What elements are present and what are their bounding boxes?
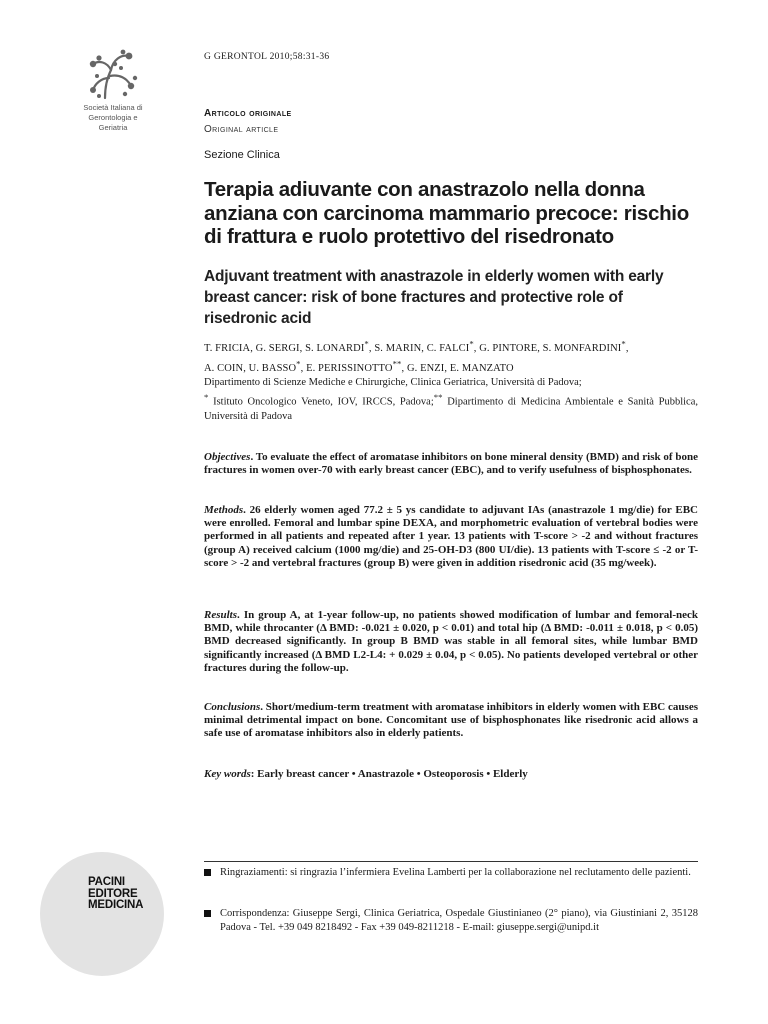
abstract-results	[204, 609, 698, 675]
society-name: Società Italiana di Gerontologia e Geriatria	[83, 103, 143, 132]
acknowledgement-text: Ringraziamenti: si ringrazia l’infermiera Evelina Lamberti per la collaborazione nel reclutamento delle pazienti.	[220, 867, 691, 878]
bullet-square-icon	[204, 869, 211, 876]
bullet-square-icon	[204, 910, 211, 917]
authors	[204, 336, 698, 376]
keywords-label: Key words	[204, 768, 251, 780]
publisher-logo: PACINI EDITORE MEDICINA	[88, 876, 144, 911]
methods-text: . 26 elderly women aged 77.2 ± 5 ys candidate to adjuvant IAs (anastrazole 1 mg/die) for EBC were enrolled. Femoral and lumbar spine DEXA, and morphometric evaluation of vertebral bodies were performed in all patients and repeated after 1 year. 13 patients with T-score > -2 and without fractures (group A) received calcium (1000 mg/die) and 25-OH-D3 (800 UI/die). 13 patients with T-score ≤ -2 or T-score > -2 and vertebral fractures (group B) were given in addition risedronic acid (35 mg/week).	[204, 504, 698, 569]
correspondence-note	[204, 907, 698, 934]
abstract-methods	[204, 504, 698, 570]
affiliations: Dipartimento di Scienze Mediche e Chirurgiche, Clinica Geriatrica, Università di Padova; * Istituto Oncologico Veneto, IOV, IRCCS, Padova;** Dipartimento di Medicina Ambientale e Sanità Pubblica, Università di Padova	[204, 377, 698, 422]
authors-line-1: T. FRICIA, G. SERGI, S. LONARDI*, S. MARIN, C. FALCI*, G. PINTORE, S. MONFARDINI*,	[204, 338, 629, 354]
abstract-conclusions	[204, 701, 698, 741]
abstract-objectives	[204, 451, 698, 477]
title-italian: Terapia adiuvante con anastrazolo nella donna anziana con carcinoma mammario precoce: rischio di frattura e ruolo protettivo del risedronato	[204, 178, 689, 248]
keywords-text: : Early breast cancer • Anastrazole • Osteoporosis • Elderly	[250, 768, 528, 780]
footnote-divider	[204, 861, 698, 862]
methods-label: Methods	[204, 504, 244, 516]
section-label: Sezione Clinica	[204, 149, 280, 161]
conclusions-text: . Short/medium-term treatment with aromatase inhibitors in elderly women with EBC causes minimal detrimental impact on bone. Concomitant use of bisphosphonates like risedronic acid allows a safe use of aromatase inhibitors also in elderly patients.	[204, 701, 698, 740]
results-text: . In group A, at 1-year follow-up, no patients showed modification of lumbar and femoral-neck BMD, while throcanter (Δ BMD: -0.021 ± 0.020, p < 0.01) and total hip (Δ BMD: -0.011 ± 0.018, p < 0.05) BMD decreased significantly. In group B BMD was stable in all femoral sites, while lumbar BMD significantly increased (Δ BMD L2-L4: + 0.029 ± 0.04, p < 0.05). No patients developed vertebral or other fractures during the follow-up.	[204, 609, 698, 674]
conclusions-label: Conclusions	[204, 701, 261, 713]
title-english: Adjuvant treatment with anastrazole in elderly women with early breast cancer: risk of bone fractures and protective role of risedronic acid	[204, 268, 664, 327]
publisher-badge	[40, 852, 164, 976]
authors-line-2: A. COIN, U. BASSO*, E. PERISSINOTTO**, G. ENZI, E. MANZATO	[204, 358, 514, 374]
keywords	[204, 768, 698, 780]
objectives-label: Objectives	[204, 451, 251, 463]
article-type-english: Original article	[204, 124, 279, 135]
correspondence-text: Corrispondenza: Giuseppe Sergi, Clinica Geriatrica, Ospedale Giustinianeo (2° piano), via Giustiniani 2, 35128 Padova - Tel. +39 049 8218492 - Fax +39 049-8211218 - E-mail: giuseppe.sergi@unipd.it	[220, 908, 698, 933]
acknowledgement-note	[204, 866, 698, 880]
results-label: Results	[204, 609, 238, 621]
journal-reference: G GERONTOL 2010;58:31-36	[204, 52, 330, 62]
society-logo-icon	[85, 48, 139, 100]
objectives-text: . To evaluate the effect of aromatase inhibitors on bone mineral density (BMD) and risk of bone fractures in women over-70 with early breast cancer (EBC), and to verify usefulness of bisphosphonates.	[204, 451, 698, 477]
article-type: Articolo originale	[204, 108, 292, 119]
